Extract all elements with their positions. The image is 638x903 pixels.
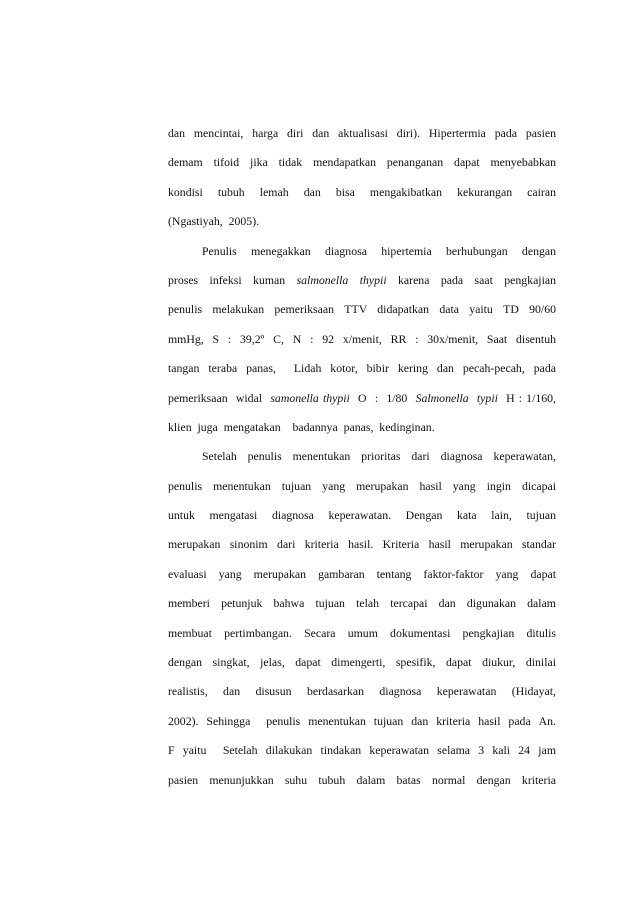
paragraph bbox=[168, 442, 556, 795]
text-run: (Ngastiyah, 2005). bbox=[168, 214, 260, 229]
text-line bbox=[168, 148, 556, 177]
italic-term: Salmonella typii bbox=[415, 390, 498, 405]
text-run: kondisi tubuh lemah dan bisa mengakibatkan kekurangan cairan bbox=[168, 184, 556, 199]
text-line bbox=[168, 266, 556, 295]
text-line bbox=[168, 325, 556, 354]
text-line bbox=[168, 736, 556, 765]
text-run: pemeriksaan widal bbox=[168, 390, 271, 405]
text-line bbox=[168, 413, 556, 442]
text-run: penulis menentukan tujuan yang merupakan hasil yang ingin dicapai bbox=[168, 478, 556, 493]
text-run: penulis melakukan pemeriksaan TTV didapatkan data yaitu TD 90/60 bbox=[168, 302, 556, 317]
body-text bbox=[168, 119, 556, 795]
text-run: proses infeksi kuman bbox=[168, 272, 297, 287]
text-run: tangan teraba panas, Lidah kotor, bibir kering dan pecah-pecah, pada bbox=[168, 361, 556, 376]
text-line bbox=[168, 619, 556, 648]
text-run: 2002). Sehingga penulis menentukan tujuan dan kriteria hasil pada An. bbox=[168, 713, 556, 728]
text-run: merupakan sinonim dari kriteria hasil. Kriteria hasil merupakan standar bbox=[168, 537, 556, 552]
text-run: membuat pertimbangan. Secara umum dokumentasi pengkajian ditulis bbox=[168, 625, 556, 640]
paragraph bbox=[168, 119, 556, 237]
text-run: evaluasi yang merupakan gambaran tentang faktor-faktor yang dapat bbox=[168, 566, 556, 581]
text-run: realistis, dan disusun berdasarkan diagnosa keperawatan (Hidayat, bbox=[168, 684, 556, 699]
text-line bbox=[168, 560, 556, 589]
text-run: memberi petunjuk bahwa tujuan telah tercapai dan digunakan dalam bbox=[168, 596, 556, 611]
text-line bbox=[168, 707, 556, 736]
text-line bbox=[168, 207, 556, 236]
text-run: klien juga mengatakan badannya panas, kedinginan. bbox=[168, 419, 435, 434]
paragraph bbox=[168, 237, 556, 443]
text-run: dengan singkat, jelas, dapat dimengerti, spesifik, dapat diukur, dinilai bbox=[168, 655, 556, 670]
text-run: H : 1/160, bbox=[497, 390, 556, 405]
text-run: dan mencintai, harga diri dan aktualisasi diri). Hipertermia pada pasien bbox=[168, 126, 556, 140]
text-line bbox=[168, 530, 556, 559]
text-line bbox=[168, 384, 556, 413]
text-line bbox=[168, 472, 556, 501]
italic-term: salmonella thypii bbox=[296, 272, 387, 287]
text-line bbox=[168, 589, 556, 618]
text-run: demam tifoid jika tidak mendapatkan penanganan dapat menyebabkan bbox=[168, 155, 556, 170]
text-line bbox=[168, 648, 556, 677]
text-run: mmHg, S : 39,2º C, N : 92 x/menit, RR : 30x/menit, Saat disentuh bbox=[168, 331, 556, 346]
text-line bbox=[168, 178, 556, 207]
text-line bbox=[168, 501, 556, 530]
text-line bbox=[168, 237, 556, 266]
text-line bbox=[168, 354, 556, 383]
text-run: O : 1/80 bbox=[349, 390, 416, 405]
text-line bbox=[168, 442, 556, 471]
text-line bbox=[168, 766, 556, 795]
text-run: F yaitu Setelah dilakukan tindakan keperawatan selama 3 kali 24 jam bbox=[168, 743, 556, 758]
text-run: karena pada saat pengkajian bbox=[386, 272, 556, 287]
text-run: pasien menunjukkan suhu tubuh dalam batas normal dengan kriteria bbox=[168, 772, 556, 787]
text-line bbox=[168, 677, 556, 706]
text-run: untuk mengatasi diagnosa keperawatan. Dengan kata lain, tujuan bbox=[168, 508, 556, 523]
text-line bbox=[168, 119, 556, 148]
italic-term: samonella thypii bbox=[270, 390, 350, 405]
text-run: Penulis menegakkan diagnosa hipertemia berhubungan dengan bbox=[202, 243, 556, 258]
text-line bbox=[168, 295, 556, 324]
text-run: Setelah penulis menentukan prioritas dari diagnosa keperawatan, bbox=[202, 449, 556, 464]
